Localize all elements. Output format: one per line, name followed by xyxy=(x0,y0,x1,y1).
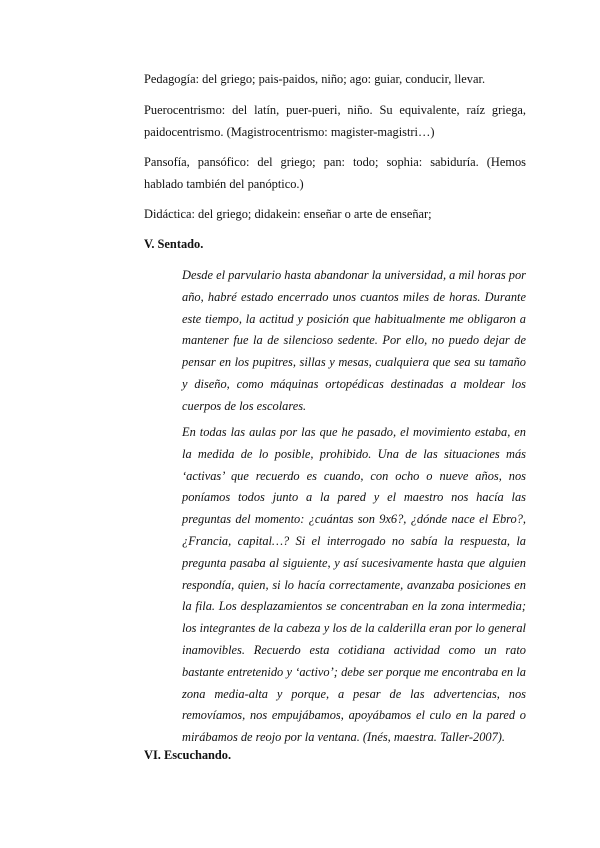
quote-aulas: En todas las aulas por las que he pasado, el movimiento estaba, en la medida de lo posible, prohibido. Una de las situaciones más ‘activas’ que recuerdo es cuando, con ocho o nueve años, nos poníamos todos junto a la pared y el maestro nos hacía las preguntas del momento: ¿cuántas son 9x6?, ¿dónde nace el Ebro?, ¿Francia, capital…? Si el interrogado no sabía la respuesta, la pregunta pasaba al siguiente, y así sucesivamente hasta que alguien respondía, quien, si lo hacía correctamente, avanzaba posiciones en la fila. Los desplazamientos se concentraban en la zona intermedia; los integrantes de la cabeza y los de la calderilla eran por lo general inamovibles. Recuerdo esta cotidiana actividad como un rato bastante entretenido y ‘activo’; debe ser porque me encontraba en la zona media-alta y porque, a pesar de las advertencias, nos removíamos, nos empujábamos, apoyábamos el culo en la pared o mirábamos de reojo por la ventana. (Inés, maestra. Taller-2007). xyxy=(182,425,526,745)
paragraph-pansofia: Pansofía, pansófico: del griego; pan: todo; sophia: sabiduría. (Hemos hablado también del panóptico.) xyxy=(144,155,526,191)
paragraph-puerocentrismo: Puerocentrismo: del latín, puer-pueri, niño. Su equivalente, raíz griega, paidocentrismo. (Magistrocentrismo: magister-magistri…) xyxy=(144,103,526,139)
section-heading-escuchando: VI. Escuchando. xyxy=(144,748,232,762)
paragraph-pedagogia: Pedagogía: del griego; pais-paidos, niño; ago: guiar, conducir, llevar. xyxy=(144,72,486,86)
quote-parvulario: Desde el parvulario hasta abandonar la universidad, a mil horas por año, habré estado encerrado unos cuantos miles de horas. Durante este tiempo, la actitud y posición que habitualmente me obligaron a mantener fue la de silencioso sedente. Por ello, no puedo dejar de pensar en los pupitres, sillas y mesas, cualquiera que sea su tamaño y diseño, como máquinas ortopédicas destinadas a moldear los cuerpos de los escolares. xyxy=(182,268,526,413)
paragraph-didactica: Didáctica: del griego; didakein: enseñar o arte de enseñar; xyxy=(144,207,432,221)
section-heading-sentado: V. Sentado. xyxy=(144,237,204,251)
